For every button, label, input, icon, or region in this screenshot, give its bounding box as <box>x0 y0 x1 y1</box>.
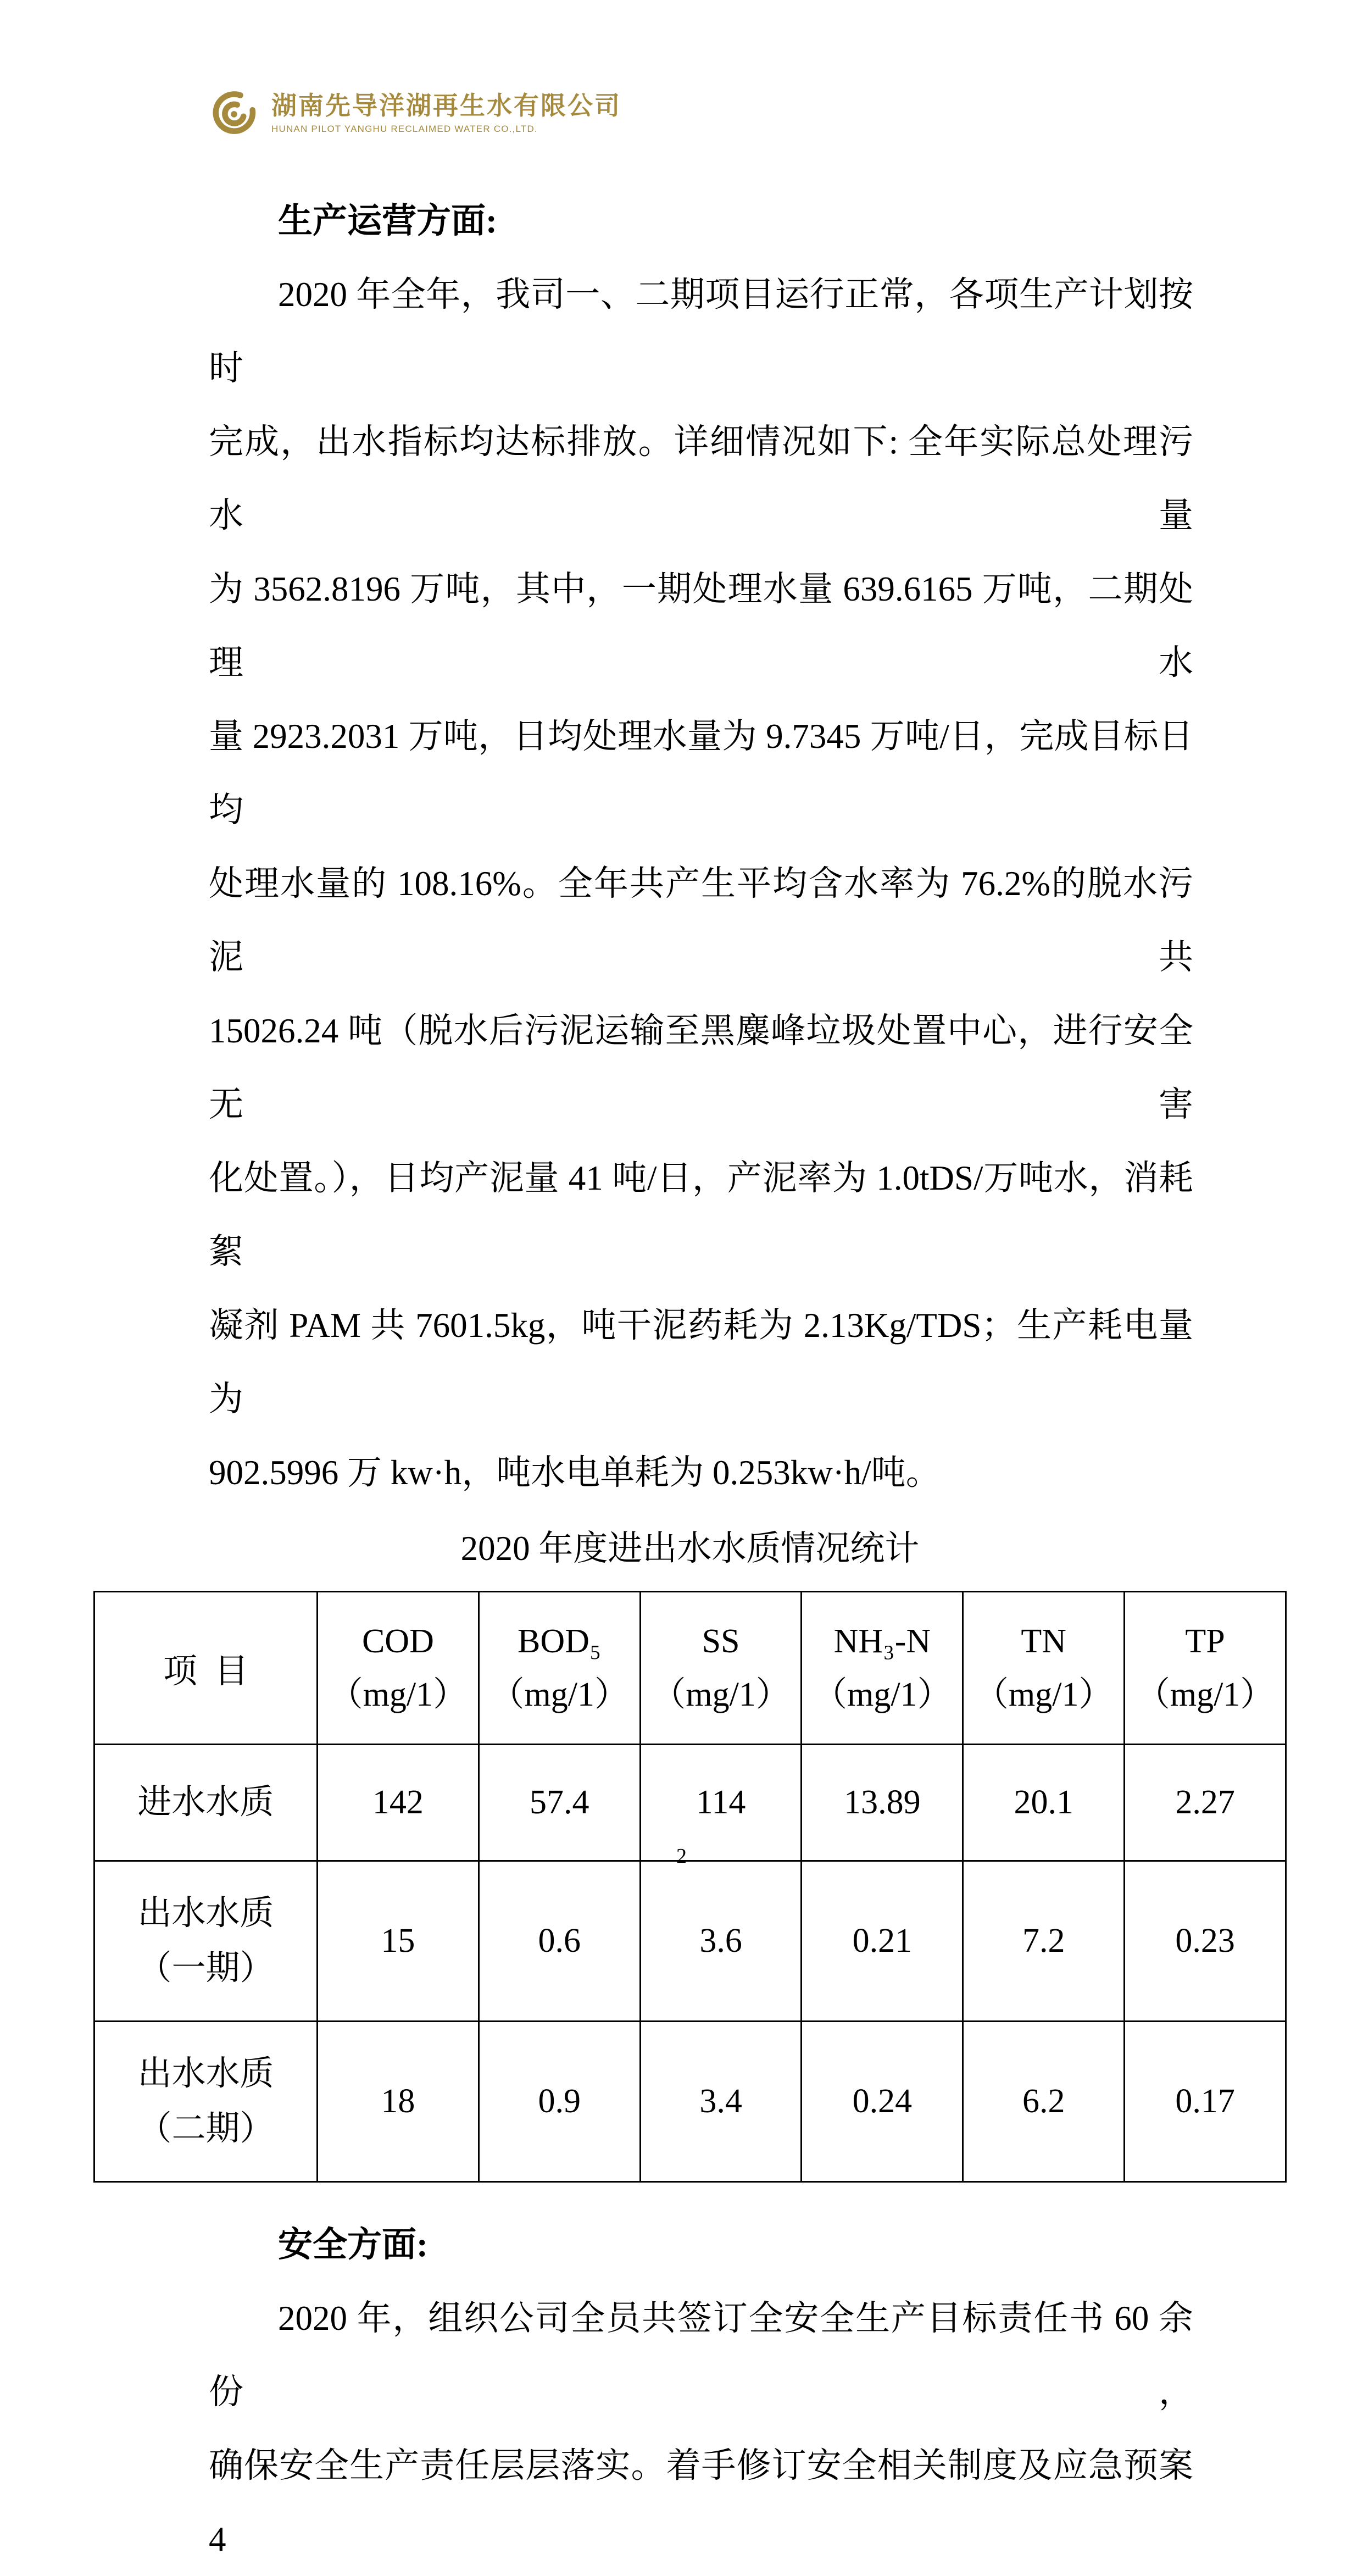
column-label: SS <box>702 1623 740 1661</box>
cell-value: 142 <box>318 1745 479 1861</box>
column-unit: （mg/1） <box>1136 1675 1275 1713</box>
table-header-item: 项目 <box>94 1592 318 1745</box>
production-section <box>209 184 1193 1509</box>
table-row-outflow-phase2 <box>94 2022 1286 2182</box>
paragraph-line: 处理水量的 108.16%。全年共产生平均含水率为 76.2%的脱水污泥共 <box>209 864 1193 976</box>
paragraph-line: 确保安全生产责任层层落实。着手修订安全相关制度及应急预案 4 <box>209 2446 1193 2558</box>
company-logo <box>208 87 621 140</box>
column-label: TN <box>1021 1623 1067 1661</box>
paragraph-line: 完成，出水指标均达标排放。详细情况如下: 全年实际总处理污水量 <box>209 423 1193 535</box>
row-label <box>94 1745 318 1861</box>
column-unit: （mg/1） <box>490 1675 628 1713</box>
cell-value: 0.24 <box>802 2022 963 2182</box>
cell-value: 0.6 <box>479 1861 640 2022</box>
cell-value: 0.17 <box>1125 2022 1286 2182</box>
column-unit: （mg/1） <box>813 1675 952 1713</box>
row-label-line: 出水水质 <box>137 2055 274 2093</box>
cell-value: 13.89 <box>802 1745 963 1861</box>
company-name-en: HUNAN PILOT YANGHU RECLAIMED WATER CO.,LTD. <box>271 124 538 135</box>
row-label-line: （二期） <box>137 2109 274 2147</box>
table-header-row <box>94 1592 1286 1745</box>
column-unit: （mg/1） <box>652 1675 790 1713</box>
safety-paragraph <box>209 2281 1193 2576</box>
column-unit: （mg/1） <box>329 1675 468 1713</box>
paragraph-line: 化处置。），日均产泥量 41 吨/日，产泥率为 1.0tDS/万吨水，消耗絮 <box>209 1159 1193 1271</box>
cell-value: 0.9 <box>479 2022 640 2182</box>
page-number: 2 <box>676 1845 687 1868</box>
row-label-line: 出水水质 <box>137 1895 274 1933</box>
table-header-tp <box>1125 1592 1286 1745</box>
paragraph-line: 2020 年，组织公司全员共签订全安全生产目标责任书 60 余份， <box>209 2299 1193 2411</box>
cell-value: 0.21 <box>802 1861 963 2022</box>
cell-value: 57.4 <box>479 1745 640 1861</box>
safety-section <box>209 2208 1193 2576</box>
column-label: TP <box>1185 1623 1225 1661</box>
table-header-ss <box>640 1592 802 1745</box>
cell-value: 18 <box>318 2022 479 2182</box>
document-body <box>93 184 1287 2576</box>
paragraph-line: 15026.24 吨（脱水后污泥运输至黑麋峰垃圾处置中心，进行安全无害 <box>209 1012 1193 1124</box>
section-heading-safety: 安全方面: <box>278 2225 428 2264</box>
cell-value: 114 <box>640 1745 802 1861</box>
company-name-cn: 湖南先导洋湖再生水有限公司 <box>271 91 621 120</box>
column-unit: （mg/1） <box>975 1675 1113 1713</box>
table-row-outflow-phase1 <box>94 1861 1286 2022</box>
company-logo-text <box>271 92 621 135</box>
paragraph-line: 量 2923.2031 万吨，日均处理水量为 9.7345 万吨/日，完成目标日均 <box>209 717 1193 829</box>
paragraph-line: 2020 年全年，我司一、二期项目运行正常，各项生产计划按时 <box>209 275 1193 387</box>
cell-value: 6.2 <box>963 2022 1125 2182</box>
section-heading-production: 生产运营方面: <box>278 202 497 240</box>
paragraph-line: 凝剂 PAM 共 7601.5kg，吨干泥药耗为 2.13Kg/TDS；生产耗电量为 <box>209 1306 1193 1418</box>
table-header-nh3n <box>802 1592 963 1745</box>
cell-value: 7.2 <box>963 1861 1125 2022</box>
table-header-bod5 <box>479 1592 640 1745</box>
table-row-inflow <box>94 1745 1286 1861</box>
table-header-cod <box>318 1592 479 1745</box>
paragraph-line: 为 3562.8196 万吨，其中，一期处理水量 639.6165 万吨，二期处理水 <box>209 570 1193 682</box>
table-title: 2020 年度进出水水质情况统计 <box>460 1529 920 1568</box>
water-quality-table <box>93 1591 1287 2183</box>
cell-value: 0.23 <box>1125 1861 1286 2022</box>
column-label: NH₃-N <box>833 1623 931 1661</box>
cell-value: 3.6 <box>640 1861 802 2022</box>
cell-value: 20.1 <box>963 1745 1125 1861</box>
table-header-tn <box>963 1592 1125 1745</box>
row-label-line: 进水水质 <box>137 1783 274 1821</box>
row-label <box>94 2022 318 2182</box>
company-logo-icon <box>208 87 260 140</box>
row-label-line: （一期） <box>137 1949 274 1987</box>
column-label: BOD₅ <box>517 1623 602 1661</box>
cell-value: 15 <box>318 1861 479 2022</box>
production-paragraph <box>209 258 1193 1509</box>
paragraph-line: 902.5996 万 kw·h，吨水电单耗为 0.253kw·h/吨。 <box>209 1453 941 1492</box>
cell-value: 2.27 <box>1125 1745 1286 1861</box>
cell-value: 3.4 <box>640 2022 802 2182</box>
row-label <box>94 1861 318 2022</box>
column-label: COD <box>361 1623 434 1661</box>
